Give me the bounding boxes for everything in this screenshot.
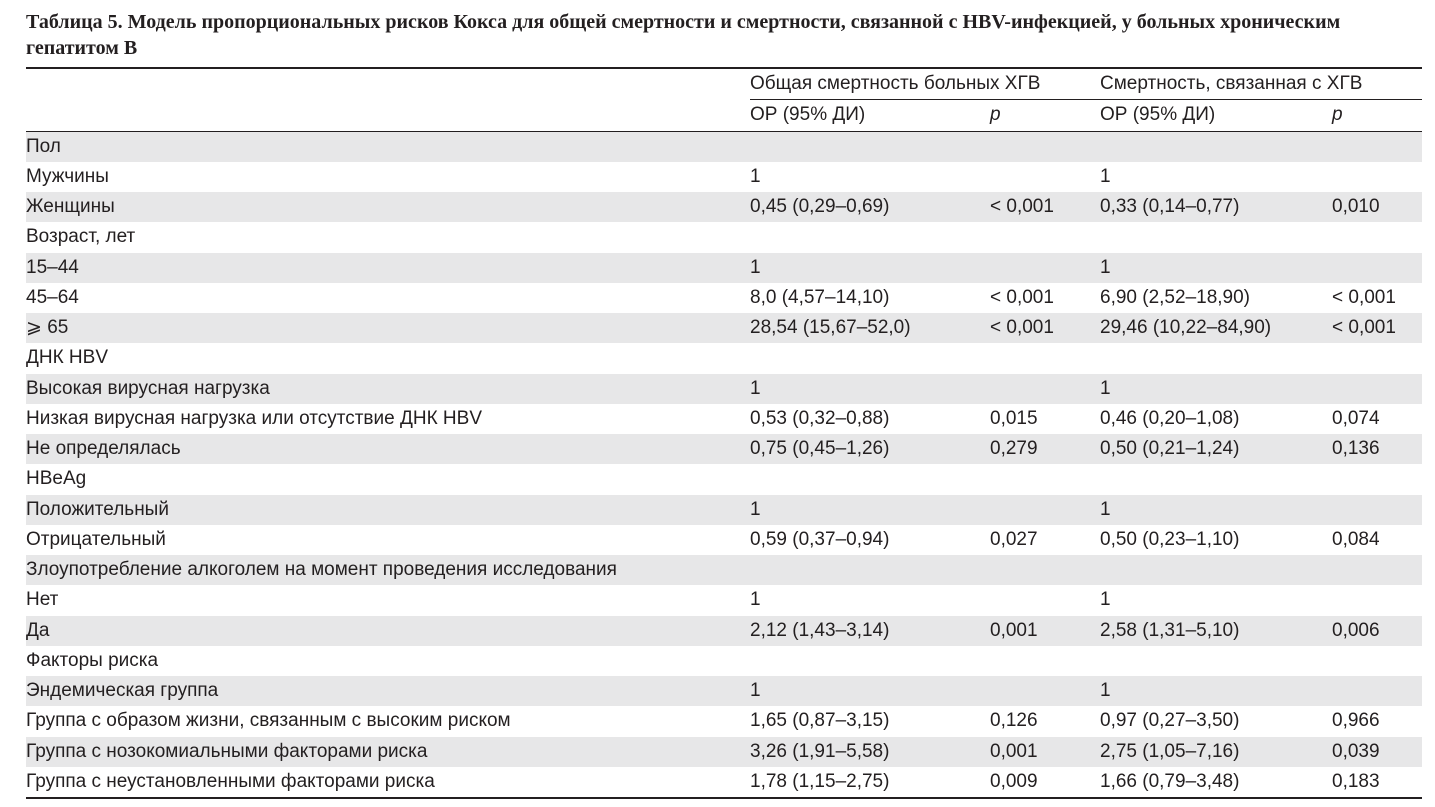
hbv-p-value: 0,966 bbox=[1332, 710, 1380, 732]
overall-p-value: 0,015 bbox=[990, 407, 1038, 429]
table-row bbox=[26, 313, 1422, 343]
hbv-or-ci: 1 bbox=[1100, 676, 1332, 706]
hbv-p-value bbox=[1332, 495, 1422, 525]
row-label: Группа с неустановленными факторами риска bbox=[26, 770, 435, 792]
row-label: Группа с нозокомиальными факторами риска bbox=[26, 737, 750, 767]
row-label: Возраст, лет bbox=[26, 226, 136, 248]
hbv-p-value: 0,084 bbox=[1332, 528, 1380, 550]
hbv-or-ci: 1 bbox=[1100, 165, 1111, 187]
cox-hazards-table bbox=[26, 67, 1422, 799]
header-empty-cell bbox=[26, 68, 750, 100]
header-p-1: p bbox=[990, 100, 1100, 131]
table-row bbox=[26, 706, 1422, 736]
table-row bbox=[26, 283, 1422, 313]
hbv-or-ci: 2,58 (1,31–5,10) bbox=[1100, 616, 1332, 646]
table-row-category bbox=[26, 222, 1422, 252]
table-row bbox=[26, 676, 1422, 706]
hbv-p-value bbox=[1332, 131, 1422, 162]
overall-or-ci bbox=[750, 222, 990, 252]
row-label: Группа с образом жизни, связанным с высоким риском bbox=[26, 710, 511, 732]
overall-or-ci: 28,54 (15,67–52,0) bbox=[750, 313, 990, 343]
overall-p-value: < 0,001 bbox=[990, 286, 1054, 308]
hbv-or-ci: 1 bbox=[1100, 589, 1111, 611]
table-row-category bbox=[26, 646, 1422, 676]
table-row bbox=[26, 585, 1422, 615]
hbv-p-value: 0,136 bbox=[1332, 434, 1422, 464]
row-label: Не определялась bbox=[26, 434, 750, 464]
table-row-category bbox=[26, 343, 1422, 373]
header-p-2: p bbox=[1332, 100, 1422, 131]
hbv-or-ci: 0,33 (0,14–0,77) bbox=[1100, 192, 1332, 222]
header-overall-mortality: Общая смертность больных ХГВ bbox=[750, 68, 1100, 100]
table-caption: Таблица 5. Модель пропорциональных рисков Кокса для общей смертности и смертности, связанной с HBV-инфекцией, у больных хроническим гепатитом В bbox=[26, 11, 1341, 59]
table-row bbox=[26, 525, 1422, 555]
hbv-or-ci: 1 bbox=[1100, 495, 1332, 525]
overall-or-ci: 1 bbox=[750, 374, 990, 404]
overall-or-ci bbox=[750, 555, 990, 585]
hbv-or-ci: 1 bbox=[1100, 253, 1332, 283]
overall-or-ci bbox=[750, 646, 990, 676]
hbv-p-value: 0,039 bbox=[1332, 737, 1422, 767]
hbv-p-value bbox=[1332, 343, 1422, 373]
hbv-or-ci: 1,66 (0,79–3,48) bbox=[1100, 770, 1240, 792]
header-empty-cell bbox=[26, 100, 750, 131]
overall-p-value bbox=[990, 555, 1100, 585]
hbv-p-value bbox=[1332, 222, 1422, 252]
table-body bbox=[26, 131, 1422, 798]
overall-p-value: < 0,001 bbox=[990, 313, 1100, 343]
hbv-or-ci bbox=[1100, 343, 1332, 373]
overall-or-ci: 1 bbox=[750, 495, 990, 525]
overall-p-value bbox=[990, 131, 1100, 162]
table-row-category bbox=[26, 131, 1422, 162]
overall-p-value: 0,001 bbox=[990, 737, 1100, 767]
header-hbv-mortality: Смертность, связанная с ХГВ bbox=[1100, 68, 1422, 100]
hbv-or-ci bbox=[1100, 646, 1332, 676]
table-header bbox=[26, 68, 1422, 131]
overall-p-value: 0,126 bbox=[990, 710, 1038, 732]
overall-or-ci: 1 bbox=[750, 676, 990, 706]
overall-p-value: 0,009 bbox=[990, 770, 1038, 792]
row-label: ⩾ 65 bbox=[26, 313, 750, 343]
hbv-p-value: 0,006 bbox=[1332, 616, 1422, 646]
row-label: ДНК HBV bbox=[26, 347, 109, 369]
row-label: HBeAg bbox=[26, 468, 87, 490]
header-or-ci-2: ОР (95% ДИ) bbox=[1100, 100, 1332, 131]
overall-or-ci: 0,59 (0,37–0,94) bbox=[750, 528, 890, 550]
hbv-p-value: 0,074 bbox=[1332, 407, 1380, 429]
row-label: Эндемическая группа bbox=[26, 676, 750, 706]
hbv-p-value bbox=[1332, 253, 1422, 283]
overall-or-ci: 1 bbox=[750, 165, 761, 187]
overall-or-ci: 1 bbox=[750, 253, 990, 283]
hbv-p-value bbox=[1332, 676, 1422, 706]
hbv-or-ci: 6,90 (2,52–18,90) bbox=[1100, 286, 1251, 308]
overall-p-value bbox=[990, 222, 1100, 252]
row-label: Пол bbox=[26, 131, 750, 162]
overall-or-ci bbox=[750, 131, 990, 162]
table-row bbox=[26, 434, 1422, 464]
overall-p-value bbox=[990, 585, 1100, 615]
table-row bbox=[26, 616, 1422, 646]
hbv-p-value bbox=[1332, 555, 1422, 585]
row-label: Низкая вирусная нагрузка или отсутствие ДНК HBV bbox=[26, 407, 482, 429]
hbv-or-ci: 0,46 (0,20–1,08) bbox=[1100, 407, 1240, 429]
hbv-p-value: < 0,001 bbox=[1332, 313, 1422, 343]
header-sub-row bbox=[26, 100, 1422, 131]
overall-p-value: 0,279 bbox=[990, 434, 1100, 464]
row-label: Отрицательный bbox=[26, 528, 166, 550]
row-label: Факторы риска bbox=[26, 649, 159, 671]
table-row bbox=[26, 767, 1422, 798]
row-label: Злоупотребление алкоголем на момент проведения исследования bbox=[26, 555, 750, 585]
overall-or-ci: 3,26 (1,91–5,58) bbox=[750, 737, 990, 767]
hbv-p-value bbox=[1332, 464, 1422, 494]
overall-or-ci: 1,65 (0,87–3,15) bbox=[750, 710, 890, 732]
overall-or-ci bbox=[750, 343, 990, 373]
row-label: Мужчины bbox=[26, 165, 109, 187]
hbv-p-value bbox=[1332, 162, 1422, 192]
row-label: Да bbox=[26, 616, 750, 646]
overall-p-value: 0,001 bbox=[990, 616, 1100, 646]
hbv-p-value: < 0,001 bbox=[1332, 286, 1396, 308]
hbv-or-ci: 2,75 (1,05–7,16) bbox=[1100, 737, 1332, 767]
overall-p-value bbox=[990, 343, 1100, 373]
hbv-or-ci bbox=[1100, 222, 1332, 252]
table-row bbox=[26, 162, 1422, 192]
hbv-or-ci bbox=[1100, 464, 1332, 494]
overall-p-value bbox=[990, 162, 1100, 192]
hbv-or-ci: 1 bbox=[1100, 374, 1332, 404]
overall-p-value bbox=[990, 646, 1100, 676]
overall-or-ci: 0,75 (0,45–1,26) bbox=[750, 434, 990, 464]
hbv-p-value bbox=[1332, 585, 1422, 615]
table-row bbox=[26, 374, 1422, 404]
row-label: Высокая вирусная нагрузка bbox=[26, 374, 750, 404]
row-label: Женщины bbox=[26, 192, 750, 222]
table-row bbox=[26, 737, 1422, 767]
table-row bbox=[26, 192, 1422, 222]
overall-p-value bbox=[990, 253, 1100, 283]
hbv-p-value bbox=[1332, 646, 1422, 676]
row-label: 45–64 bbox=[26, 286, 79, 308]
overall-or-ci: 1,78 (1,15–2,75) bbox=[750, 770, 890, 792]
overall-p-value bbox=[990, 464, 1100, 494]
overall-p-value bbox=[990, 495, 1100, 525]
row-label: 15–44 bbox=[26, 253, 750, 283]
overall-p-value bbox=[990, 676, 1100, 706]
overall-p-value: 0,027 bbox=[990, 528, 1038, 550]
header-or-ci-1: ОР (95% ДИ) bbox=[750, 100, 990, 131]
row-label: Нет bbox=[26, 589, 59, 611]
table-row bbox=[26, 404, 1422, 434]
table-row-category bbox=[26, 555, 1422, 585]
overall-or-ci: 1 bbox=[750, 589, 761, 611]
overall-p-value bbox=[990, 374, 1100, 404]
header-group-row bbox=[26, 68, 1422, 100]
table-row bbox=[26, 495, 1422, 525]
hbv-or-ci bbox=[1100, 555, 1332, 585]
hbv-p-value: 0,183 bbox=[1332, 770, 1380, 792]
hbv-or-ci bbox=[1100, 131, 1332, 162]
overall-or-ci: 0,53 (0,32–0,88) bbox=[750, 407, 890, 429]
hbv-or-ci: 0,97 (0,27–3,50) bbox=[1100, 710, 1240, 732]
table-row-category bbox=[26, 464, 1422, 494]
overall-or-ci: 8,0 (4,57–14,10) bbox=[750, 286, 890, 308]
row-label: Положительный bbox=[26, 495, 750, 525]
overall-or-ci: 2,12 (1,43–3,14) bbox=[750, 616, 990, 646]
hbv-or-ci: 0,50 (0,23–1,10) bbox=[1100, 528, 1240, 550]
hbv-p-value: 0,010 bbox=[1332, 192, 1422, 222]
hbv-or-ci: 0,50 (0,21–1,24) bbox=[1100, 434, 1332, 464]
overall-p-value: < 0,001 bbox=[990, 192, 1100, 222]
table-row bbox=[26, 253, 1422, 283]
hbv-p-value bbox=[1332, 374, 1422, 404]
overall-or-ci: 0,45 (0,29–0,69) bbox=[750, 192, 990, 222]
overall-or-ci bbox=[750, 464, 990, 494]
hbv-or-ci: 29,46 (10,22–84,90) bbox=[1100, 313, 1332, 343]
